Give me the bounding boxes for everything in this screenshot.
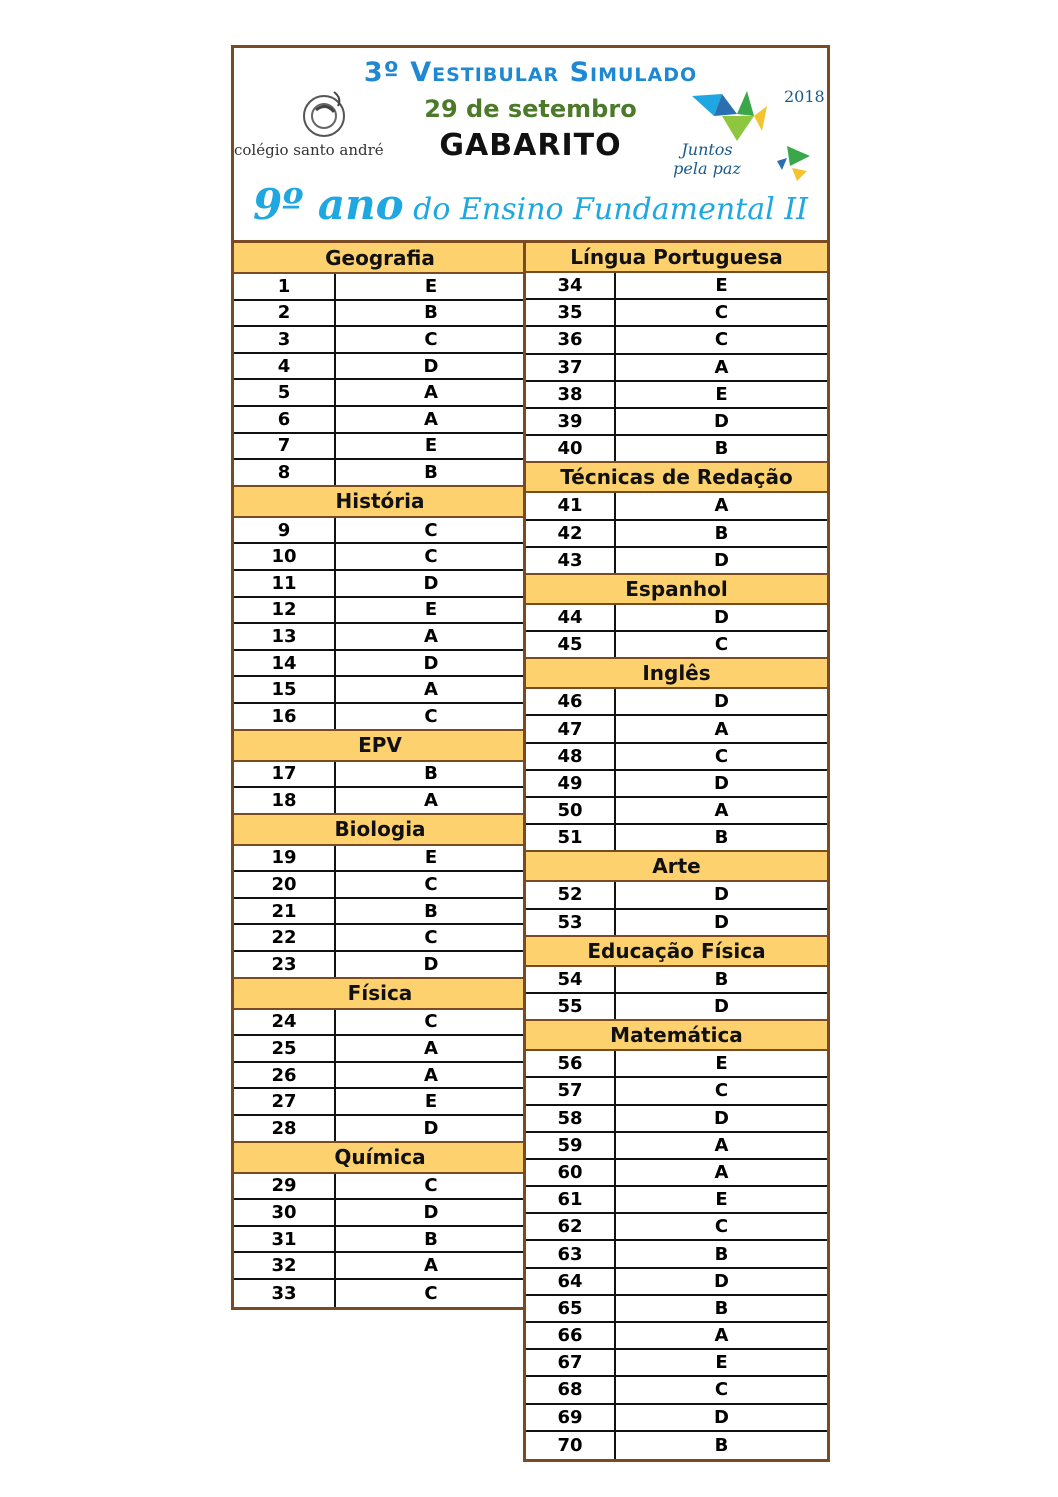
question-number: 14 (234, 651, 336, 676)
answer-column-right (523, 240, 830, 1462)
question-number: 7 (234, 434, 336, 459)
answer-row (526, 1078, 827, 1105)
answer-letter: C (714, 1080, 729, 1102)
answer-letter: C (714, 634, 729, 656)
answer-letter: E (424, 599, 438, 621)
question-number: 50 (526, 798, 616, 823)
answer-letter: D (423, 953, 439, 975)
question-number: 24 (234, 1010, 336, 1035)
answer-row (526, 327, 827, 354)
answer-letter: D (714, 911, 729, 933)
answer-letter: E (424, 275, 438, 297)
answer-letter: B (424, 302, 438, 324)
question-number: 5 (234, 380, 336, 405)
section-header-arte: Arte (526, 852, 827, 882)
answer-row (526, 605, 827, 632)
answer-row (526, 273, 827, 300)
question-number: 59 (526, 1133, 616, 1158)
question-number: 49 (526, 771, 616, 796)
section-header-fisica: Física (234, 979, 526, 1010)
answer-row (526, 1214, 827, 1241)
question-number: 62 (526, 1214, 616, 1239)
answer-row (526, 1106, 827, 1133)
answer-letter: A (714, 356, 729, 378)
question-number: 16 (234, 704, 336, 729)
answer-row (234, 624, 526, 651)
answer-row (234, 1116, 526, 1143)
question-number: 13 (234, 624, 336, 649)
answer-row (234, 762, 526, 789)
answer-row (526, 300, 827, 327)
answer-letter: E (715, 275, 728, 297)
answer-row (234, 380, 526, 407)
answer-row (526, 1377, 827, 1404)
question-number: 15 (234, 677, 336, 702)
question-number: 61 (526, 1187, 616, 1212)
answer-letter: B (714, 1434, 729, 1456)
question-number: 8 (234, 460, 336, 485)
question-number: 12 (234, 598, 336, 623)
answer-row (234, 899, 526, 926)
section-header-geografia: Geografia (234, 243, 526, 274)
answer-row (234, 598, 526, 625)
exam-title: 3º Vestibular Simulado (363, 57, 698, 88)
question-number: 42 (526, 521, 616, 546)
question-number: 32 (234, 1253, 336, 1278)
question-number: 46 (526, 689, 616, 714)
question-number: 17 (234, 762, 336, 787)
answer-row (234, 434, 526, 461)
question-number: 47 (526, 716, 616, 741)
answer-letter: B (424, 763, 438, 785)
answer-letter: D (714, 996, 729, 1018)
answer-letter: C (424, 1282, 438, 1304)
section-header-epv: EPV (234, 731, 526, 762)
answer-row (234, 571, 526, 598)
section-header-matematica: Matemática (526, 1021, 827, 1051)
answer-row (526, 910, 827, 937)
answer-letter: D (714, 606, 729, 628)
section-header-quimica: Química (234, 1143, 526, 1174)
answer-row (234, 274, 526, 301)
exam-date: 29 de setembro (424, 95, 637, 123)
answer-row (234, 327, 526, 354)
question-number: 51 (526, 825, 616, 850)
answer-row (234, 846, 526, 873)
question-number: 27 (234, 1089, 336, 1114)
answer-letter: D (714, 1406, 729, 1428)
answer-row (526, 1241, 827, 1268)
answer-letter: B (714, 827, 729, 849)
question-number: 43 (526, 548, 616, 573)
question-number: 45 (526, 632, 616, 657)
answer-row (234, 1063, 526, 1090)
question-number: 10 (234, 544, 336, 569)
answer-column-left (231, 240, 529, 1310)
answer-row (526, 521, 827, 548)
answer-row (526, 493, 827, 520)
answer-row (526, 1432, 827, 1459)
question-number: 20 (234, 872, 336, 897)
question-number: 56 (526, 1051, 616, 1076)
section-header-historia: História (234, 487, 526, 518)
question-number: 64 (526, 1269, 616, 1294)
answer-letter: A (714, 1325, 729, 1347)
answer-letter: B (714, 1297, 729, 1319)
answer-letter: D (714, 1270, 729, 1292)
answer-letter: D (423, 572, 439, 594)
question-number: 55 (526, 994, 616, 1019)
question-number: 35 (526, 300, 616, 325)
answer-letter: D (714, 884, 729, 906)
answer-row (234, 1227, 526, 1254)
answer-letter: C (424, 927, 438, 949)
question-number: 58 (526, 1106, 616, 1131)
question-number: 66 (526, 1323, 616, 1348)
question-number: 38 (526, 382, 616, 407)
answer-row (234, 677, 526, 704)
answer-letter: A (424, 408, 438, 430)
answer-letter: D (714, 1107, 729, 1129)
answer-row (526, 355, 827, 382)
question-number: 18 (234, 788, 336, 813)
answer-letter: A (424, 382, 438, 404)
answer-letter: D (714, 691, 729, 713)
question-number: 26 (234, 1063, 336, 1088)
answer-letter: A (424, 625, 438, 647)
answer-row (526, 744, 827, 771)
answer-row (526, 382, 827, 409)
question-number: 68 (526, 1377, 616, 1402)
answer-row (234, 704, 526, 731)
header-panel (231, 45, 830, 243)
answer-letter: B (714, 968, 729, 990)
answer-letter: C (714, 302, 729, 324)
answer-letter: A (424, 1064, 438, 1086)
section-header-biologia: Biologia (234, 815, 526, 846)
answer-letter: C (714, 745, 729, 767)
answer-letter: B (714, 438, 729, 460)
section-header-espanhol: Espanhol (526, 575, 827, 605)
question-number: 33 (234, 1280, 336, 1307)
answer-row (526, 825, 827, 852)
grade-level-label: do Ensino Fundamental II (403, 192, 808, 227)
question-number: 30 (234, 1200, 336, 1225)
answer-letter: D (714, 411, 729, 433)
answer-letter: C (424, 546, 438, 568)
answer-letter: E (424, 1091, 438, 1113)
answer-row (234, 872, 526, 899)
answer-row (526, 771, 827, 798)
peace-text-line-2: pela paz (673, 159, 741, 178)
answer-row (234, 1089, 526, 1116)
grade-line (234, 180, 827, 229)
answer-row (526, 1405, 827, 1432)
answer-row (234, 651, 526, 678)
answer-row (526, 632, 827, 659)
answer-letter: E (424, 847, 438, 869)
answer-letter: E (424, 435, 438, 457)
answer-row (526, 994, 827, 1021)
answer-letter: D (423, 652, 439, 674)
question-number: 9 (234, 518, 336, 543)
answer-letter: A (424, 1038, 438, 1060)
question-number: 21 (234, 899, 336, 924)
answer-letter: A (714, 718, 729, 740)
question-number: 40 (526, 436, 616, 461)
answer-row (234, 518, 526, 545)
answer-row (234, 952, 526, 979)
question-number: 28 (234, 1116, 336, 1141)
answer-letter: B (424, 1228, 438, 1250)
answer-letter: D (423, 1202, 439, 1224)
answer-letter: E (715, 1352, 728, 1374)
answer-row (234, 1010, 526, 1037)
year-label: 2018 (784, 87, 825, 106)
answer-letter: A (424, 1255, 438, 1277)
question-number: 29 (234, 1174, 336, 1199)
question-number: 31 (234, 1227, 336, 1252)
school-name: colégio santo andré (234, 141, 384, 159)
answer-row (234, 1036, 526, 1063)
answer-row (234, 925, 526, 952)
question-number: 65 (526, 1296, 616, 1321)
answer-letter: A (714, 1161, 729, 1183)
answer-row (526, 716, 827, 743)
answer-letter: C (424, 328, 438, 350)
answer-row (526, 1350, 827, 1377)
question-number: 6 (234, 407, 336, 432)
answer-row (526, 689, 827, 716)
answer-letter: D (714, 772, 729, 794)
peace-slogan (662, 140, 752, 178)
answer-letter: B (424, 900, 438, 922)
question-number: 44 (526, 605, 616, 630)
question-number: 34 (526, 273, 616, 298)
answer-letter: C (714, 1216, 729, 1238)
section-header-educacao-fisica: Educação Física (526, 937, 827, 967)
question-number: 67 (526, 1350, 616, 1375)
answer-row (234, 1253, 526, 1280)
question-number: 1 (234, 274, 336, 299)
answer-letter: B (424, 461, 438, 483)
question-number: 63 (526, 1241, 616, 1266)
answer-row (234, 354, 526, 381)
section-header-ingles: Inglês (526, 659, 827, 689)
answer-letter: A (714, 1134, 729, 1156)
answer-row (234, 1200, 526, 1227)
peace-text-line-1: Juntos (681, 140, 733, 159)
answer-row (526, 882, 827, 909)
question-number: 19 (234, 846, 336, 871)
question-number: 54 (526, 967, 616, 992)
answer-row (526, 548, 827, 575)
answer-row (526, 1133, 827, 1160)
answer-letter: C (424, 519, 438, 541)
answer-row (526, 1160, 827, 1187)
answer-letter: C (714, 1379, 729, 1401)
answer-letter: D (714, 549, 729, 571)
page-title: GABARITO (439, 128, 622, 163)
answer-row (526, 409, 827, 436)
question-number: 57 (526, 1078, 616, 1103)
question-number: 36 (526, 327, 616, 352)
section-header-lingua-portuguesa: Língua Portuguesa (526, 243, 827, 273)
question-number: 70 (526, 1432, 616, 1459)
answer-letter: D (423, 1117, 439, 1139)
answer-row (526, 1323, 827, 1350)
answer-letter: C (424, 1011, 438, 1033)
answer-letter: C (424, 1175, 438, 1197)
answer-letter: A (424, 679, 438, 701)
answer-row (234, 301, 526, 328)
answer-letter: A (714, 495, 729, 517)
question-number: 22 (234, 925, 336, 950)
answer-row (234, 1174, 526, 1201)
answer-row (526, 1269, 827, 1296)
answer-row (526, 436, 827, 463)
grade-label: 9º ano (253, 180, 404, 229)
answer-letter: C (424, 705, 438, 727)
answer-row (234, 460, 526, 487)
answer-row (526, 1187, 827, 1214)
question-number: 4 (234, 354, 336, 379)
answer-row (526, 798, 827, 825)
section-header-tecnicas-de-redacao: Técnicas de Redação (526, 463, 827, 493)
question-number: 48 (526, 744, 616, 769)
answer-letter: D (423, 355, 439, 377)
answer-row (526, 1051, 827, 1078)
answer-letter: B (714, 1243, 729, 1265)
answer-row (526, 967, 827, 994)
question-number: 25 (234, 1036, 336, 1061)
answer-letter: B (714, 522, 729, 544)
question-number: 3 (234, 327, 336, 352)
answer-letter: C (714, 329, 729, 351)
question-number: 2 (234, 301, 336, 326)
answer-letter: E (715, 1053, 728, 1075)
question-number: 52 (526, 882, 616, 907)
question-number: 41 (526, 493, 616, 518)
question-number: 53 (526, 910, 616, 935)
answer-row (234, 544, 526, 571)
question-number: 39 (526, 409, 616, 434)
answer-letter: E (715, 1189, 728, 1211)
answer-row (234, 1280, 526, 1307)
question-number: 11 (234, 571, 336, 596)
question-number: 60 (526, 1160, 616, 1185)
question-number: 69 (526, 1405, 616, 1430)
answer-row (234, 407, 526, 434)
answer-letter: E (715, 383, 728, 405)
question-number: 37 (526, 355, 616, 380)
answer-row (234, 788, 526, 815)
answer-letter: C (424, 874, 438, 896)
answer-letter: A (714, 800, 729, 822)
answer-letter: A (424, 789, 438, 811)
answer-row (526, 1296, 827, 1323)
question-number: 23 (234, 952, 336, 977)
